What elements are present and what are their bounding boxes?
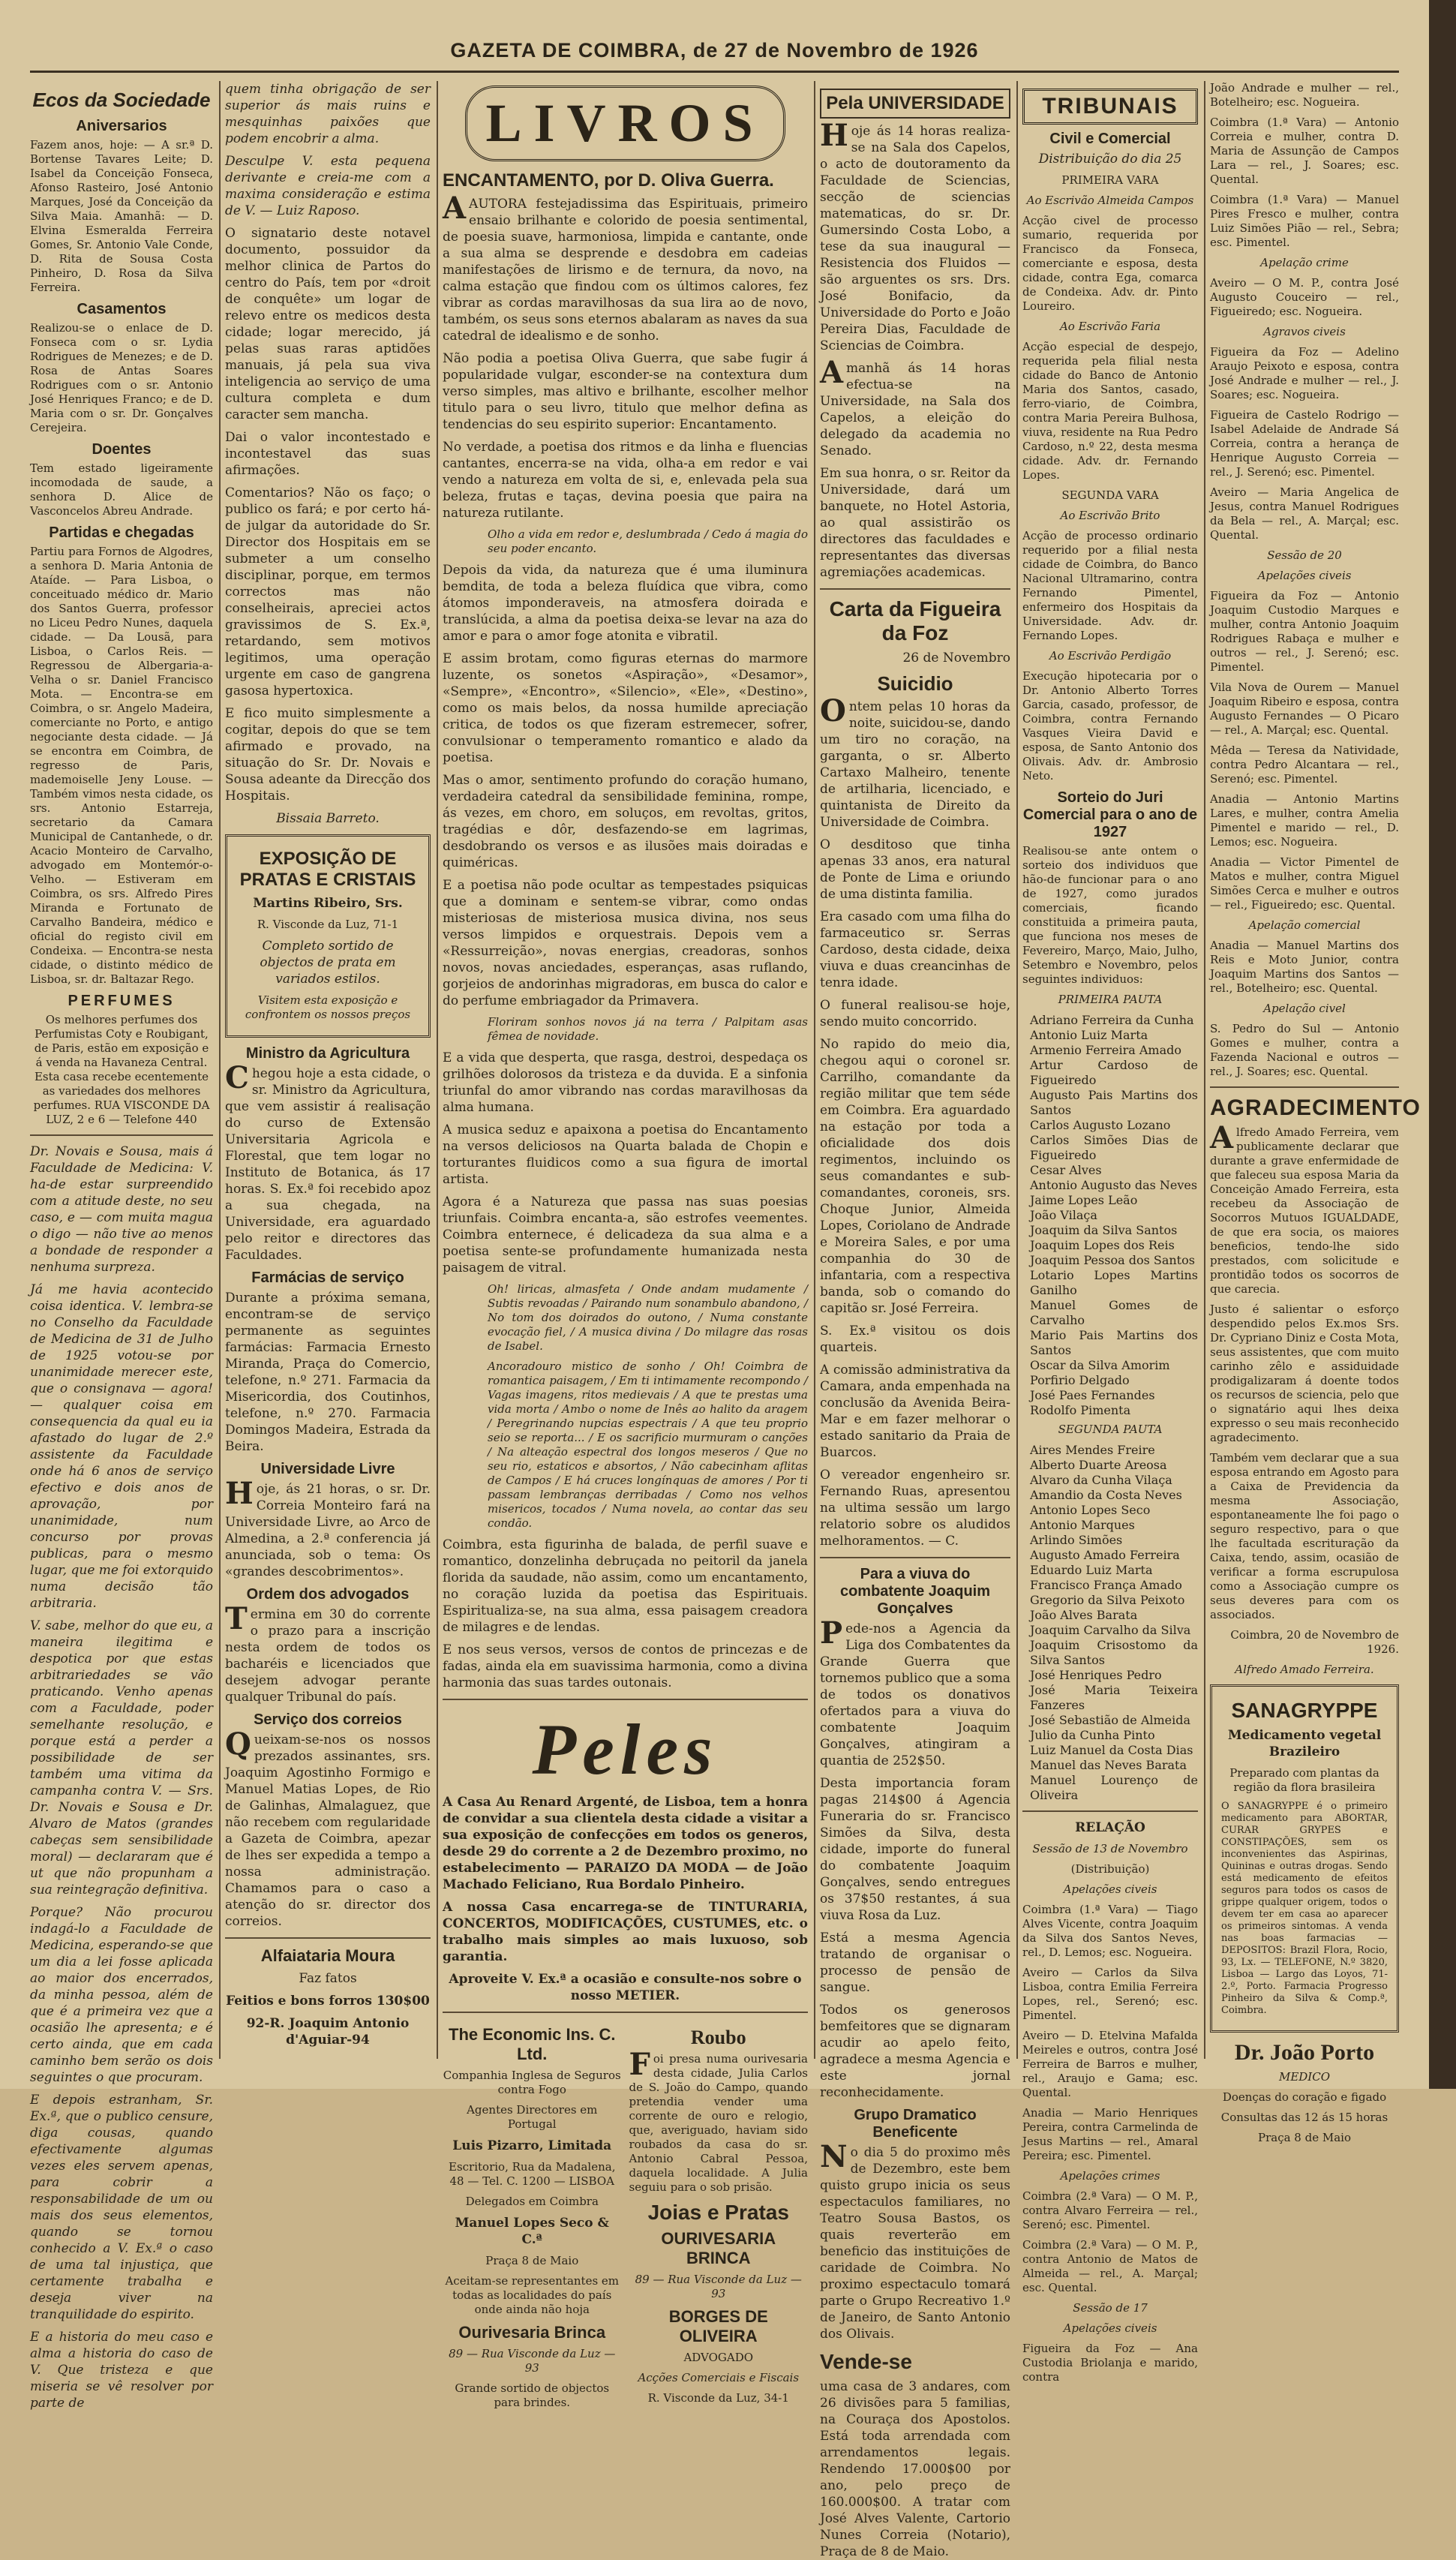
jury-name: Augusto Pais Martins dos Santos	[1030, 1088, 1198, 1117]
subheading: Partidas e chegadas	[49, 524, 194, 541]
paragraph: Acção especial de despejo, requerida pela filial nesta cidade do Banco de Antonio Maria dos Santos, casado, ferro-viario, de Coimbra, contra Maria Pereira Bulhosa, viuva, residente na Rua Pedro Cardoso, n.º 22, desta mesma cidade. Adv. dr. Fernando Lopes.	[1022, 340, 1198, 482]
jury-name: João Vilaça	[1030, 1208, 1097, 1222]
ad-title: OURIVESARIA BRINCA	[661, 2229, 776, 2267]
divider	[225, 1937, 431, 1939]
paragraph: Coimbra, esta figurinha de balada, de perfil suave e romantico, donzelinha debruçada no peitoril da janela florida da saudade, não assim, como um encantamento, no coração luzida da poetisa das Espirituais. Espiritualiza-se, na sua alma, essa paisagem creadora de milagres e de lendas.	[443, 1537, 808, 1635]
paragraph: João Andrade e mulher — rel., Botelheiro; esc. Nogueira.	[1210, 81, 1399, 109]
paragraph: Amanhã ás 14 horas efectua-se na Universidade, na Sala dos Capelos, a eleição do delegado da academia no Senado.	[820, 355, 1010, 458]
paragraph: quem tinha obrigação de ser superior ás mais ruins e mesquinhas paixões que podem encobrir a alma.	[225, 82, 431, 146]
paragraph: Comentarios? Não os faço; o publico os fará; e por certo há-de julgar da autoridade do Sr. Director dos Hospitais em se submeter a um conselho disciplinar, porque, em termos correctos mas não conselheirais, apreciei actos gravissimos de S. Ex.ª, retardando, sem motivos legitimos, uma operação urgente em caso de gangrena gasosa hypertoxica.	[225, 485, 431, 699]
paragraph: E a historia do meu caso e alma a historia do caso de V. Que tristeza e que miseria se vê resolver por parte de	[30, 2330, 213, 2411]
paragraph: Fazem anos, hoje: — A sr.ª D. Bortense Tavares Leite; D. Isabel da Conceição Fonseca, Afonso Rasteiro, José Antonio Marques, José da Conceição da Silva Maia. Amanhã: — D. Elvina Esmeralda Ferreira Gomes, Sr. Antonio Vale Conde, D. Rita de Sousa Costa Pinheiro, D. Rosa da Silva Ferreira.	[30, 138, 213, 294]
line: Apelações civeis	[1063, 2321, 1157, 2335]
ad-title: SANAGRYPPE	[1231, 1699, 1378, 1722]
paragraph: Era casado com uma filha do farmaceutico sr. Serras Cardoso, desta cidade, deixa viuva e duas creancinhas de tenra idade.	[820, 909, 1010, 990]
jury-name: Armenio Ferreira Amado	[1030, 1043, 1181, 1057]
jury-list-2	[1022, 1443, 1198, 1803]
ad-line: A nossa Casa encarrega-se de TINTURARIA, CONCERTOS, MODIFICAÇÕES, CUSTUMES, etc. o trabalho mais simples ao mais luxuoso, sob garantia.	[443, 1900, 808, 1964]
paragraph: O funeral realisou-se hoje, sendo muito concorrido.	[820, 998, 1010, 1029]
divider	[443, 1699, 808, 1700]
paragraph: Coimbra (2.ª Vara) — O M. P., contra Alvaro Ferreira — rel., Serenó; esc. Pimentel.	[1022, 2189, 1198, 2231]
subheading: Farmácias de serviço	[251, 1269, 404, 1286]
line: Agravos civeis	[1263, 325, 1346, 338]
verse: Floriram sonhos novos já na terra / Palpitam asas fêmea de novidade.	[488, 1015, 808, 1043]
paragraph: E a poetisa não pode ocultar as tempestades psiquicas que a dominam e sentem-se vibrar, como ondas misteriosas de misteriosa musica divina, nos seus versos limpidos e orquestrais. Depois vem a «Ressurreição», novas energias, creadoras, sonhos novos, novas anciedades, esperanças, asas ruflando, gorjeios de andorinhas migradoras, em busca do calor e do perfume embriagador da Primavera.	[443, 878, 808, 1008]
section-title: Ecos da Sociedade	[32, 89, 211, 111]
line: Sessão de 20	[1267, 548, 1342, 562]
ad-line: Aproveite V. Ex.ª a ocasião e consulte-nos sobre o nosso METIER.	[449, 1972, 802, 2003]
jury-name: Joaquim Pessoa dos Santos	[1030, 1253, 1195, 1267]
ad-roubo-joias	[629, 2021, 809, 2416]
paragraph: Anadia — Manuel Martins dos Reis e Moto Junior, contra Joaquim Martins dos Santos — rel., Botelheiro; esc. Quental.	[1210, 939, 1399, 995]
ad-line: O SANAGRYPPE é o primeiro medicamento para ABORTAR, CURAR GRYPES e CONSTIPAÇÕES, sem os inconvenientes das Aspirinas, Quininas e outras drogas. Sendo está medicamento de efeitos seguros para todos os casos de grippe qualquer origem, todos o devem ter em casa ao aparecer os primeiros sintomas. A venda nas boas farmacias — DEPOSITOS: Brazil Flora, Rocio, 93, Lx. — TELEFONE, N.º 3820, Lisboa — Largo das Loyos, 71-2.º, Porto. Farmacia Progresso Pinheiro da Silva & Comp.ª, Coimbra.	[1221, 1801, 1388, 2016]
jury-name: Joaquim da Silva Santos	[1030, 1223, 1178, 1237]
column-2	[225, 81, 431, 2059]
line: Distribuição do dia 25	[1038, 152, 1182, 167]
paragraph: Durante a próxima semana, encontram-se de serviço permanente as seguintes farmácias: Farmacia Ernesto Miranda, Praça do Comercio, telefone, n.º 271. Farmacia da Misericordia, dos Coutinhos, telefone, n.º 270. Farmacia Domingos Madeira, Estrada da Beira.	[225, 1291, 431, 1454]
jury-name: Aires Mendes Freire	[1030, 1443, 1155, 1457]
paragraph: Coimbra (1.ª Vara) — Tiago Alves Vicente, contra Joaquim da Silva dos Santos Neves, rel., D. Lemos; esc. Nogueira.	[1022, 1903, 1198, 1959]
jury-name: Joaquim Crisostomo da Silva Santos	[1030, 1638, 1198, 1667]
jury-name: José Sebastião de Almeida	[1030, 1713, 1191, 1727]
jury-name: Arlindo Simões	[1030, 1533, 1123, 1547]
divider	[443, 2012, 808, 2013]
line: Apelações civeis	[1257, 569, 1352, 582]
paragraph: Termina em 30 do corrente o prazo para a inscrição nesta ordem de todos os bacharéis e licenciados que desejem advogar perante qualquer Tribunal do país.	[225, 1601, 431, 1705]
paragraph: Depois da vida, da natureza que é uma iluminura bemdita, de toda a beleza fluídica que vibra, como átomos imponderaveis, na atmosfera doirada e translúcida, a alma da poetisa deixa-se levar na aza do amor e para o amor foge atonita e vibratil.	[443, 563, 808, 644]
subheading: Aniversarios	[76, 118, 167, 134]
jury-name: José Paes Fernandes	[1030, 1388, 1155, 1402]
subheading: Ordem dos advogados	[246, 1586, 410, 1603]
paragraph: Mas o amor, sentimento profundo do coração humano, verdadeira catedral da sensibilidade feminina, rompe, ás vezes, em choro, em soluços, em revoltas, gritos, tragédias e dôr, desfazendo-se em lagrimas, desdobrando os versos e as ilusões mais doiradas e quiméricas.	[443, 773, 808, 870]
ad-line: Praça 8 de Maio	[485, 2254, 579, 2267]
paragraph: Realizou-se o enlace de D. Fonseca com o sr. Lydia Rodrigues de Menezes; e de D. Rosa de Antas Soares Rodrigues com o sr. Antonio José Henriques Franco; e de D. Maria com o sr. Dr. Gonçalves Cerejeira.	[30, 321, 213, 434]
paragraph: Já me havia acontecido coisa identica. V. lembra-se no Conselho da Faculdade de Medicina de 31 de Julho de 1925 votou-se por unanimidade merecer este, que o consignava — agora! — qualquer coisa em consequencia da qual eu ia afastado do lugar de 2.º assistente da Faculdade onde há 6 anos de serviço efectivo e dois anos de aprovação, por unanimidade, num concurso por provas publicas, para o mesmo lugar, que me foi extorquido numa decisão tão arbitraria.	[30, 1282, 213, 1611]
ad-line: MEDICO	[1278, 2070, 1331, 2084]
jury-name: Mario Pais Martins dos Santos	[1030, 1328, 1198, 1357]
line: SEGUNDA VARA	[1061, 488, 1159, 502]
verse: Olho a vida em redor e, deslumbrada / Cedo á magia do seu poder encanto.	[488, 527, 808, 555]
column-ecos	[30, 81, 213, 2411]
line: Sessão de 13 de Novembro	[1032, 1842, 1188, 1855]
paragraph: Vila Nova de Ourem — Manuel Joaquim Ribeiro e esposa, contra Augusto Fernandes — O Picaro — rel., A. Marçal; esc. Quental.	[1210, 681, 1399, 737]
paragraph: E nos seus versos, versos de contos de princezas e de fadas, ainda ela em suavissima harmonia, como a divina harmonia das suas tardes outonais.	[443, 1642, 808, 1690]
jury-name: Augusto Amado Ferreira	[1030, 1548, 1180, 1562]
paragraph: O desditoso que tinha apenas 33 anos, era natural de Ponte de Lima e oriundo de uma distinta familia.	[820, 837, 1010, 902]
jury-name: João Alves Barata	[1030, 1608, 1138, 1622]
ad-title: The Economic Ins. C. Ltd.	[449, 2025, 616, 2063]
ad-line: R. Visconde da Luz, 71-1	[257, 918, 399, 931]
column-tribunais	[1022, 81, 1198, 2384]
verse: Oh! liricas, almasfeta / Onde andam mudamente / Subtis revoadas / Pairando num sonambulo abandono, / No tom dos doirados do outono, / Numa constante evocação fiel, / A musica divina / Do milagre das rosas de Isabel.	[488, 1282, 808, 1353]
paragraph: Chegou hoje a esta cidade, o sr. Ministro da Agricultura, que vem assistir á realisação do curso de Extensão Universitaria Agricola e Florestal, que tem logar no Instituto de Botanica, ás 17 horas. S. Ex.ª foi recebido apoz a sua chegada, na Universidade, era aguardado pelo reitor e directores das Faculdades.	[225, 1060, 431, 1263]
paragraph: Dai o valor incontestado e incontestavel das suas afirmações.	[225, 430, 431, 478]
jury-name: Manuel das Neves Barata	[1030, 1758, 1187, 1772]
ad-title: BORGES DE OLIVEIRA	[668, 2307, 768, 2345]
subheading: Ministro da Agricultura	[245, 1045, 410, 1062]
paragraph: Coimbra (1.ª Vara) — Antonio Correia e mulher, contra D. Maria de Assunção de Campos Lara — rel., J. Soares; esc. Quental.	[1210, 116, 1399, 186]
paragraph: Acção de processo ordinario requerido por a filial nesta cidade de Coimbra, do Banco Nacional Ultramarino, contra Fernando Pimentel, enfermeiro dos Hospitais da Universidade. Adv. dr. Fernando Lopes.	[1022, 529, 1198, 642]
paragraph: Anadia — Mario Henriques Pereira, contra Carmelinda de Jesus Martins — rel., Amaral Pereira; esc. Pimentel.	[1022, 2106, 1198, 2162]
paragraph: E depois estranham, Sr. Ex.ª, que o publico censure, diga cousas, quando efectivamente algumas vezes eles servem apenas, para cobrir a responsabilidade de um ou mais dos seus elementos, quando se tornou conhecido a V. Ex.ª o caso de uma tal injustiça, que certamente trabalha e deseja viver na tranquilidade do espirito.	[30, 2093, 213, 2322]
jury-name: Francisco França Amado	[1030, 1578, 1182, 1592]
line: RELAÇÃO	[1075, 1820, 1145, 1835]
jury-name: Porfirio Delgado	[1030, 1373, 1130, 1387]
jury-name: Lotario Lopes Martins Ganilho	[1030, 1268, 1198, 1297]
ad-sanagryppe	[1210, 1684, 1399, 2033]
paragraph: E assim brotam, como figuras eternas do marmore luzente, os sonetos «Aspiração», «Desamor», «Sempre», «Encontro», «Silencio», «Ele», «Destino», como os mais belos, da nossa humilde apreciação critica, de todos os que fizeram estremecer, sofrer, convulsionar o temperamento romantico e alado da poetisa.	[443, 651, 808, 765]
ad-line: Escritorio, Rua da Madalena, 48 — Tel. C. 1200 — LISBOA	[449, 2160, 616, 2188]
subheading: Grupo Dramatico Beneficente	[854, 2107, 977, 2141]
masthead: GAZETA DE COIMBRA, de 27 de Novembro de 1926	[450, 39, 979, 62]
section-title: Pela UNIVERSIDADE	[820, 89, 1010, 119]
ad-title: Dr. João Porto	[1234, 2040, 1375, 2065]
ad-line: Consultas das 12 ás 15 horas	[1220, 2111, 1388, 2124]
paragraph: Desculpe V. esta pequena derivante e creia-me com a maxima consideração e estima de V. — Luiz Raposo.	[225, 154, 431, 218]
divider	[1022, 1810, 1198, 1812]
line: (Distribuição)	[1070, 1862, 1150, 1876]
ad-title: Alfaiataria Moura	[260, 1946, 395, 1965]
divider	[820, 588, 1010, 590]
ad-line: Companhia Inglesa de Seguros contra Fogo	[443, 2069, 621, 2096]
paragraph: Desta importancia foram pagas 214$00 á Agencia Funeraria do sr. Francisco Simões da Silva, desta cidade, importe do funeral do combatente Joaquim Gonçalves, sendo entregues os 37$50 restantes, á sua viuva Rosa da Luz.	[820, 1776, 1010, 1923]
ad-line: A Casa Au Renard Argenté, de Lisboa, tem a honra de convidar a sua clientela desta cidade a visitar a sua exposição de confecções em todos os generos, desde 29 do corrente a 2 de Dezembro proximo, no estabelecimento — PARAIZO DA MODA — de João Machado Feliciano, Rua Bordalo Pinheiro.	[443, 1795, 808, 1892]
jury-name: Eduardo Luiz Marta	[1030, 1563, 1153, 1577]
paragraph: Anadia — Antonio Martins Lares, e mulher, contra Amelia Pimentel e marido — rel., D. Lemos; esc. Nogueira.	[1210, 792, 1399, 849]
dateline: 26 de Novembro	[902, 651, 1010, 666]
subheading: Sorteio do Juri Comercial para o ano de 1927	[1022, 789, 1198, 840]
subheading: Casamentos	[77, 301, 167, 317]
jury-name: Oscar da Silva Amorim	[1030, 1358, 1170, 1372]
ad-line: Visitem esta exposição e confrontem os nossos preços	[245, 993, 411, 1021]
ad-peles-title: Peles	[532, 1709, 719, 1789]
advertisement: Os melhores perfumes dos Perfumistas Coty e Roubigant, de Paris, estão em exposição e á venda na Havaneza Central. Esta casa recebe ecentemente as variedades dos melhores perfumes. RUA VISCONDE DA LUZ, 2 e 6 — Telefone 440	[33, 1013, 210, 1126]
paragraph: Todos os generosos bemfeitores que se dignaram acudir ao apelo feito, agradece a mesma Agencia e este jornal reconhecidamente.	[820, 2003, 1010, 2100]
ad-line: 92-R. Joaquim Antonio d'Aguiar-94	[246, 2016, 410, 2048]
ad-line: Agentes Directores em Portugal	[467, 2103, 598, 2131]
jury-name: Manuel Lourenço de Oliveira	[1030, 1773, 1198, 1802]
paragraph: Hoje ás 14 horas realiza-se na Sala dos Capelos, o acto de doutoramento da Faculdade de Sciencias, secção de sciencias matematicas, do sr. Dr. Gumersindo Costa Lobo, a tese da sua inaugural — Resistencia dos Fluidos — são arguentes os srs. Drs. José Bonifacio, da Universidade do Porto e João Pereira Dias, Faculdade de Sciencias de Coimbra.	[820, 118, 1010, 353]
section-title: Carta da Figueira da Foz	[829, 597, 1001, 645]
ad-line: ADVOGADO	[683, 2351, 754, 2364]
divider	[1210, 1086, 1399, 1088]
ad-line: Aceitam-se representantes em todas as localidades do país onde ainda não hoja	[445, 2274, 620, 2316]
paragraph: Figueira da Foz — Ana Custodia Briolanja e marido, contra	[1022, 2342, 1198, 2384]
jury-name: Joaquim Carvalho da Silva	[1030, 1623, 1191, 1637]
paragraph: Partiu para Fornos de Algodres, a senhora D. Maria Antonia de Ataíde. — Para Lisboa, o conceituado médico dr. Mario dos Santos Guerra, professor no Liceu Pedro Nunes, daquela cidade. — Da Lousã, para Lisboa, o Carlos Reis. — Regressou de Albergaria-a-Velha o sr. Daniel Francisco Mota. — Encontra-se em Coimbra, o sr. Angelo Madeira, comerciante no Porto, e antigo negociante desta cidade. — Já se encontra em Coimbra, de regresso de Paris, mademoiselle Jeny Louse. — Também vimos nesta cidade, os srs. Antonio Estarreja, secretario da Camara Municipal de Cantanhede, o dr. Acacio Monteiro de Carvalho, advogado em Montemór-o-Velho. — Estiveram em Coimbra, os srs. Alfredo Pires Miranda e Fortunato de Carvalho Bandeira, médico e oficial do registo civil em Condeixa. — Encontra-se nesta cidade, o distinto médico de Lisboa, sr. dr. Baltazar Rego.	[30, 545, 213, 986]
paragraph: O vereador engenheiro sr. Fernando Ruas, apresentou na ultima sessão um largo relatorio sobre os aludidos melhoramentos. — C.	[820, 1468, 1010, 1549]
paragraph: Queixam-se-nos os nossos prezados assinantes, srs. Joaquim Agostinho Formigo e Manuel Matias Lopes, de Rio de Galinhas, Almalaguez, que não recebem com regularidade a Gazeta de Coimbra, apezar de lhes ser expedida a tempo a nossa administração. Chamamos para o caso a atenção do sr. director dos correios.	[225, 1726, 431, 1929]
line: Apelações crimes	[1060, 2169, 1160, 2183]
line: Apelação crime	[1260, 256, 1349, 269]
jury-name: Manuel Gomes de Carvalho	[1030, 1298, 1198, 1327]
ad-line: Manuel Lopes Seco & C.ª	[455, 2216, 609, 2247]
verse: Ancoradouro mistico de sonho / Oh! Coimbra de romantica paisagem, / Em ti intimamente recompondo / Vagas imagens, ritos medievais / A que te prestas uma vida morta / Ambo o nome de Inês ao halito da aragem / Peregrinando nupcias espectrais / A que teu proprio seio se reporta... / E os sacrificio murmuram o canções / Na alteação espectral dos longos meseros / Que no seu rio, estaticos e absortos, / Não cabecinham aflitas de Campos / E há cruces longínquas de amores / Por ti passam lembranças derribadas / Como nos velhos misericos, tocados / Numa novela, ao contar das seu condão.	[488, 1360, 808, 1530]
paragraph: Também vem declarar que a sua esposa entrando em Agosto para a Caixa de Previdencia da mesma Associação, espontaneamente lhe foi pago o seguro respectivo, para o que lhe facultada escrituração da Caixa, tendo, assim, ocasião de verificar a forma escrupulosa como a Associação cumpre os seus deveres para com os associados.	[1210, 1451, 1399, 1621]
paragraph: Justo é salientar o esforço despendido pelos Ex.mos Srs. Dr. Cypriano Diniz e Costa Mota, seus assistentes, que com muito carinho zêlo e assiduidade prodigalizaram á doente todos os recursos de sciencia, pelo que o signatário aqui lhes deixa expresso o seu mais reconhecido agradecimento.	[1210, 1303, 1399, 1444]
paragraph: O signatario deste notavel documento, possuidor da melhor clinica de Partos do centro do País, tem por «droit de conquête» um logar de relevo entre os medicos desta cidade; logar merecido, já pelas suas raras aptidões manuais, já pela sua viva inteligencia ao serviço de uma cultura completa e dum caracter sem mancha.	[225, 226, 431, 422]
column-divider	[1204, 81, 1205, 2059]
ad-line: Acções Comerciais e Fiscais	[638, 2371, 800, 2384]
paragraph: Foi presa numa ourivesaria desta cidade, Julia Carlos de S. João do Campo, quando pretendia vender uma corrente de ouro e relogio, que, averiguado, haviam sido roubados da casa do sr. Antonio Cabral Pessoa, daquela localidade. A Julia seguiu para o sob prisão.	[629, 2047, 808, 2194]
line: SEGUNDA PAUTA	[1058, 1423, 1163, 1436]
ad-line: Delegados em Coimbra	[465, 2195, 599, 2208]
jury-name: Rodolfo Pimenta	[1030, 1403, 1131, 1417]
jury-name: Amandio da Costa Neves	[1030, 1488, 1182, 1502]
ad-line: Luis Pizarro, Limitada	[452, 2138, 612, 2153]
line: Ao Escrivão Brito	[1060, 509, 1160, 522]
paragraph: No dia 5 do proximo mês de Dezembro, este bem quisto grupo inicia os seus espectaculos familiares, no Teatro Sousa Bastos, os quais reverterão em beneficio das instituições de caridade de Coimbra. No proximo espectaculo tomará parte o Grupo Recreativo 1.º de Janeiro, de Santo Antonio dos Olivais.	[820, 2139, 1010, 2342]
line: Ao Escrivão Perdigão	[1049, 649, 1172, 663]
paragraph: Está a mesma Agencia tratando de organisar o processo de pensão de sangue.	[820, 1931, 1010, 1995]
jury-name: Antonio Luiz Marta	[1030, 1028, 1148, 1042]
paragraph: Dr. Novais e Sousa, mais á Faculdade de Medicina: V. ha-de estar surpreendido com a atitude deste, no seu caso, e — com muita magua o digo — não tive ao menos a bondade de responder a nenhuma surpreza.	[30, 1144, 213, 1275]
paragraph: Figueira da Foz — Antonio Joaquim Custodio Marques e mulher, contra Antonio Joaquim Rodrigues Rabaça e mulher e outros — rel., J. Serenó; esc. Pimentel.	[1210, 589, 1399, 674]
ad-line: Praça 8 de Maio	[1257, 2131, 1351, 2144]
paragraph: E fico muito simplesmente a cogitar, depois do que se tem afirmado e provado, na situação do Sr. Dr. Novais e Sousa adeante da Direcção dos Hospitais.	[225, 706, 431, 804]
article-title: ENCANTAMENTO, por D. Oliva Guerra.	[443, 170, 774, 191]
dateline: Coimbra, 20 de Novembro de 1926.	[1230, 1628, 1399, 1656]
paragraph: Aveiro — D. Etelvina Mafalda Meireles e outros, contra José Ferreira de Barros e mulher, rel., Araujo e Gama; esc. Quental.	[1022, 2029, 1198, 2099]
ad-line: 89 — Rua Visconde da Luz — 93	[635, 2273, 802, 2300]
paragraph: Execução hipotecaria por o Dr. Antonio Alberto Torres Garcia, casado, professor, de Coimbra, contra Fernando Vasques Vieira David e esposa, de Santo Antonio dos Olivais. Adv. dr. Ambrosio Neto.	[1022, 669, 1198, 783]
column-livros	[443, 81, 808, 2409]
jury-name: Antonio Marques	[1030, 1518, 1135, 1532]
line: Apelação comercial	[1248, 918, 1361, 932]
jury-name: Gregorio da Silva Peixoto	[1030, 1593, 1185, 1607]
subheading: Vende-se	[820, 2350, 912, 2373]
jury-name: José Maria Teixeira Fanzeres	[1030, 1683, 1198, 1712]
paragraph: A comissão administrativa da Camara, anda empenhada na conclusão da Avenida Beira-Mar e em fazer melhorar o estado sanitario da Praia de Buarcos.	[820, 1363, 1010, 1460]
subheading: Civil e Comercial	[1049, 131, 1171, 147]
divider	[820, 1557, 1010, 1558]
divider	[30, 1134, 213, 1136]
column-6	[1210, 81, 1421, 2144]
jury-name: Adriano Ferreira da Cunha	[1030, 1013, 1194, 1027]
line: Ao Escrivão Faria	[1059, 320, 1161, 333]
column-divider	[437, 81, 438, 2059]
jury-name: Luiz Manuel da Costa Dias	[1030, 1743, 1193, 1757]
ad-line: Preparado com plantas da região da flora brasileira	[1229, 1766, 1379, 1794]
livros-heading: LIVROS	[465, 86, 785, 161]
jury-name: Artur Cardoso de Figueiredo	[1030, 1058, 1198, 1087]
paragraph: Aveiro — O M. P., contra José Augusto Couceiro — rel., Figueiredo; esc. Nogueira.	[1210, 276, 1399, 318]
paragraph: Anadia — Victor Pimentel de Matos e mulher, contra Miguel Simões Cerca e mulher e outros — rel., Figueiredo; esc. Quental.	[1210, 855, 1399, 912]
paragraph: S. Ex.ª visitou os dois quarteis.	[820, 1324, 1010, 1355]
subheading: PERFUMES	[68, 993, 176, 1009]
paragraph: Pede-nos a Agencia da Liga dos Combatentes da Grande Guerra que tornemos publico que a soma de todos os donativos ofertados para a viuva do combatente Joaquim Gonçalves, atingiram a quantia de 252$50.	[820, 1615, 1010, 1768]
ad-row	[443, 2021, 808, 2416]
paragraph: AAUTORA festejadissima das Espirituais, primeiro ensaio brilhante e colorido de poesia sentimental, de poesia suave, harmoniosa, limpida e cantante, onde a sua alma se desprende e desdobra em cadeias manifestações de lirismo e de ternura, da novo, na calma estação que findou com os últimos calores, fez vibrar as cordas maravilhosas da sua lira ao de novo, também, os seus sons eternos abalaram as naves da sua catedral de idealismo e de sonho.	[443, 191, 808, 344]
ad-line: 89 — Rua Visconde da Luz — 93	[449, 2347, 616, 2375]
jury-name: José Henriques Pedro	[1030, 1668, 1162, 1682]
paragraph: Agora é a Natureza que passa nas suas poesias triunfais. Coimbra encanta-a, são estrofes veementes. Coimbra enternece, é delicadeza da sua alma e a poetisa sente-se profundamente humanizada nesta paisagem de vitral.	[443, 1194, 808, 1275]
paragraph: Acção civel de processo sumario, requerida por Francisco da Fonseca, comerciante e esposa, desta cidade, contra Ega, comarca de Condeixa. Adv. dr. Pinto Loureiro.	[1022, 214, 1198, 313]
paragraph: Coimbra (1.ª Vara) — Manuel Pires Fresco e mulher, contra Luiz Simões Pião — rel., Sebra; esc. Pimentel.	[1210, 193, 1399, 249]
jury-name: Alberto Duarte Areosa	[1030, 1458, 1167, 1472]
paragraph: Aveiro — Carlos da Silva Lisboa, contra Emilia Ferreira Lopes, rel., Serenó; esc. Pimentel.	[1022, 1966, 1198, 2022]
paragraph: Mêda — Teresa da Natividade, contra Pedro Alcantara — rel., Serenó; esc. Pimentel.	[1210, 744, 1399, 786]
ad-line: Faz fatos	[299, 1971, 357, 1986]
column-universidade	[820, 81, 1010, 2559]
ad-line: Martins Ribeiro, Srs.	[253, 896, 403, 911]
jury-name: Joaquim Lopes dos Reis	[1030, 1238, 1175, 1252]
ad-line: Completo sortido de objectos de prata em variados estilos.	[260, 939, 396, 987]
section-title: TRIBUNAIS	[1022, 89, 1198, 125]
ad-exposicao	[225, 834, 431, 1038]
paragraph: Aveiro — Maria Angelica de Jesus, contra Manuel Rodrigues da Bela — rel., A. Marçal; esc. Quental.	[1210, 485, 1399, 542]
subheading: Doentes	[92, 441, 152, 458]
section-title: AGRADECIMENTO	[1210, 1095, 1421, 1120]
line: Apelação civel	[1263, 1002, 1346, 1015]
column-divider	[1016, 81, 1018, 2059]
paragraph: V. sabe, melhor do que eu, a maneira ilegitima e despotica por que estas arbitrariedades se vão praticando. Venho apenas com a Faculdade, poder semelhante resolução, e porque está a perder a possibilidade de ser também uma vitima da campanha contra V. — Srs. Dr. Novais e Sousa e Dr. Alvaro de Matos (grandes cabeças sem sensibilidade moral) — declararam que é ut que não propunham a sua reintegração definitiva.	[30, 1618, 213, 1897]
ad-line: Doenças do coração e figado	[1222, 2090, 1387, 2104]
paragraph: A musica seduz e apaixona a poetisa do Encantamento na versos deliciosos na Quarta balada de Chopin e torturantes fluidicos como a sua figura de imortal artista.	[443, 1122, 808, 1187]
ad-title: Ourivesaria Brinca	[458, 2323, 606, 2342]
jury-name: Jaime Lopes Leão	[1030, 1193, 1138, 1207]
line: PRIMEIRA PAUTA	[1058, 993, 1163, 1006]
jury-name: Carlos Simões Dias de Figueiredo	[1030, 1133, 1198, 1162]
paragraph: Tem estado ligeiramente incomodada de saude, a senhora D. Alice de Vasconcelos Abreu Andrade.	[30, 461, 213, 518]
paragraph: No verdade, a poetisa dos ritmos e da linha e fluencias cantantes, encerra-se na vida, olha-a em redor e vai vendo a natureza em volta de si, e, enlevada pela sua beleza, frutas e taças, devina poesia que paira na natureza rutilante.	[443, 440, 808, 521]
ad-economic	[443, 2021, 622, 2416]
paragraph: Figueira de Castelo Rodrigo — Isabel Adelaide de Andrade Sá Correia, contra a herança de Henrique Augusto Correia — rel., J. Serenó; esc. Pimentel.	[1210, 408, 1399, 479]
subheading: Roubo	[690, 2027, 746, 2048]
jury-name: Carlos Augusto Lozano	[1030, 1118, 1171, 1132]
line: Sessão de 17	[1073, 2301, 1148, 2315]
subheading: Suicidio	[877, 672, 953, 695]
paragraph: Alfredo Amado Ferreira, vem publicamente declarar que durante a grave enfermidade de que faleceu sua esposa Maria da Conceição Amado Ferreira, esta recebeu da Associação de Socorros Mutuos IGUALDADE, de que era socia, os maiores beneficios, tendo-lhe sido prestados, com solicitude e prontidão todos os socorros de que carecia.	[1210, 1120, 1399, 1296]
paragraph: Não podia a poetisa Oliva Guerra, que sabe fugir á popularidade vulgar, esconder-se na contextura dum verso simples, mas altivo e brilhante, escolher melhor titulo para o seu livro, titulo que melhor defina as tendencias do seu espirito superior: Encantamento.	[443, 351, 808, 432]
line: PRIMEIRA VARA	[1061, 173, 1159, 187]
paragraph: Coimbra (2.ª Vara) — O M. P., contra Antonio de Matos de Almeida — rel., A. Marçal; esc. Quental.	[1022, 2238, 1198, 2294]
subheading: Serviço dos correios	[254, 1711, 402, 1728]
signature: Bissaia Barreto.	[276, 811, 380, 826]
paragraph: Em sua honra, o sr. Reitor da Universidade, dará um banquete, no Hotel Astoria, ao qual assistirão os directores das faculdades e representantes das diversas agremiações academicas.	[820, 466, 1010, 580]
binding-gutter	[1429, 0, 1456, 2089]
column-divider	[219, 81, 221, 2059]
jury-name: Cesar Alves	[1030, 1163, 1102, 1177]
signature: Alfredo Amado Ferreira.	[1235, 1663, 1374, 1676]
line: Ao Escrivão Almeida Campos	[1026, 194, 1194, 207]
jury-name: Antonio Augusto das Neves	[1030, 1178, 1198, 1192]
line: Apelações civeis	[1063, 1882, 1157, 1896]
ad-line: Medicamento vegetal Brazileiro	[1227, 1728, 1382, 1759]
jury-name: Julio da Cunha Pinto	[1030, 1728, 1155, 1742]
ad-line: R. Visconde da Luz, 34-1	[647, 2391, 789, 2405]
ad-line: Grande sortido de objectos para brindes.	[455, 2381, 610, 2409]
paragraph: Porque? Não procurou indagá-lo a Faculdade de Medicina, esperando-se que um dia a lei fosse aplicada ao maior dos encerrados, da minha pessoa, além de que é a primeira vez que a ocasião lhe apresenta; e é certo ainda, que em cada caminho bem serão os dois seguintes o que procuram.	[30, 1905, 213, 2085]
ad-title: Joias e Pratas	[647, 2201, 789, 2224]
paragraph: Realisou-se ante ontem o sorteio dos individuos que hão-de funcionar para o ano de 1927, como jurados comerciais, ficando constituida a primeira pauta, que funciona nos meses de Fevereiro, Março, Maio, Julho, Setembro e Novembro, pelos seguintes individuos:	[1022, 844, 1198, 986]
paragraph: No rapido do meio dia, chegou aqui o coronel sr. Carrilho, comandante da região militar que tem séde em Coimbra. Era aguardado na estação por toda a oficialidade dos dois regimentos, incluindo os seus comandantes e sub-comandantes, coroneis, srs. Choque Junior, Almeida Lopes, Coriolano de Andrade e Moreira Sales, e por uma companhia do 30 de infantaria, com a respectiva banda, sob o comando do capitão sr. José Ferreira.	[820, 1037, 1010, 1316]
paragraph: E a vida que desperta, que rasga, destroi, despedaça os grilhões dolorosos da tristeza e da duvida. E a sinfonia triunfal do amor vibrando nas cordas maravilhosas da alma humana.	[443, 1050, 808, 1115]
paragraph: Ontem pelas 10 horas da noite, suicidou-se, dando um tiro no coração, na garganta, o sr. Alberto Cartaxo Malheiro, tenente de artilharia, licenciado, e quintanista de Direito da Universidade de Coimbra.	[820, 693, 1010, 830]
masthead-rule	[30, 71, 1399, 73]
jury-name: Antonio Lopes Seco	[1030, 1503, 1151, 1517]
paragraph: Figueira da Foz — Adelino Araujo Peixoto e esposa, contra José Andrade e mulher — rel., J. Soares; esc. Nogueira.	[1210, 345, 1399, 401]
paragraph: S. Pedro do Sul — Antonio Gomes e mulher, contra a Fazenda Nacional e outros — rel., J. Soares; esc. Quental.	[1210, 1022, 1399, 1078]
paragraph: uma casa de 3 andares, com 26 divisões para 5 familias, na Couraça dos Apostolos. Está toda arrendada com arrendamentos legais. Rendendo 17.000$00 por ano, pelo preço de 160.000$00. A tratar com José Alves Valente, Cartorio Nunes Correia (Notario), Praça de 8 de Maio.	[820, 2379, 1010, 2559]
jury-name: Alvaro da Cunha Vilaça	[1030, 1473, 1172, 1487]
subheading: Para a viuva do combatente Joaquim Gonçalves	[839, 1566, 991, 1617]
ad-title: EXPOSIÇÃO DE PRATAS E CRISTAIS	[239, 849, 416, 890]
ad-line: Feitios e bons forros 130$00	[226, 1994, 430, 2009]
subheading: Universidade Livre	[260, 1461, 395, 1477]
paragraph: Hoje, ás 21 horas, o sr. Dr. Correia Monteiro fará na Universidade Livre, ao Arco de Almedina, a 2.ª conferencia já anunciada, sob o tema: Os «grandes descobrimentos».	[225, 1476, 431, 1579]
column-divider	[814, 81, 815, 2059]
jury-list-1	[1022, 1013, 1198, 1418]
